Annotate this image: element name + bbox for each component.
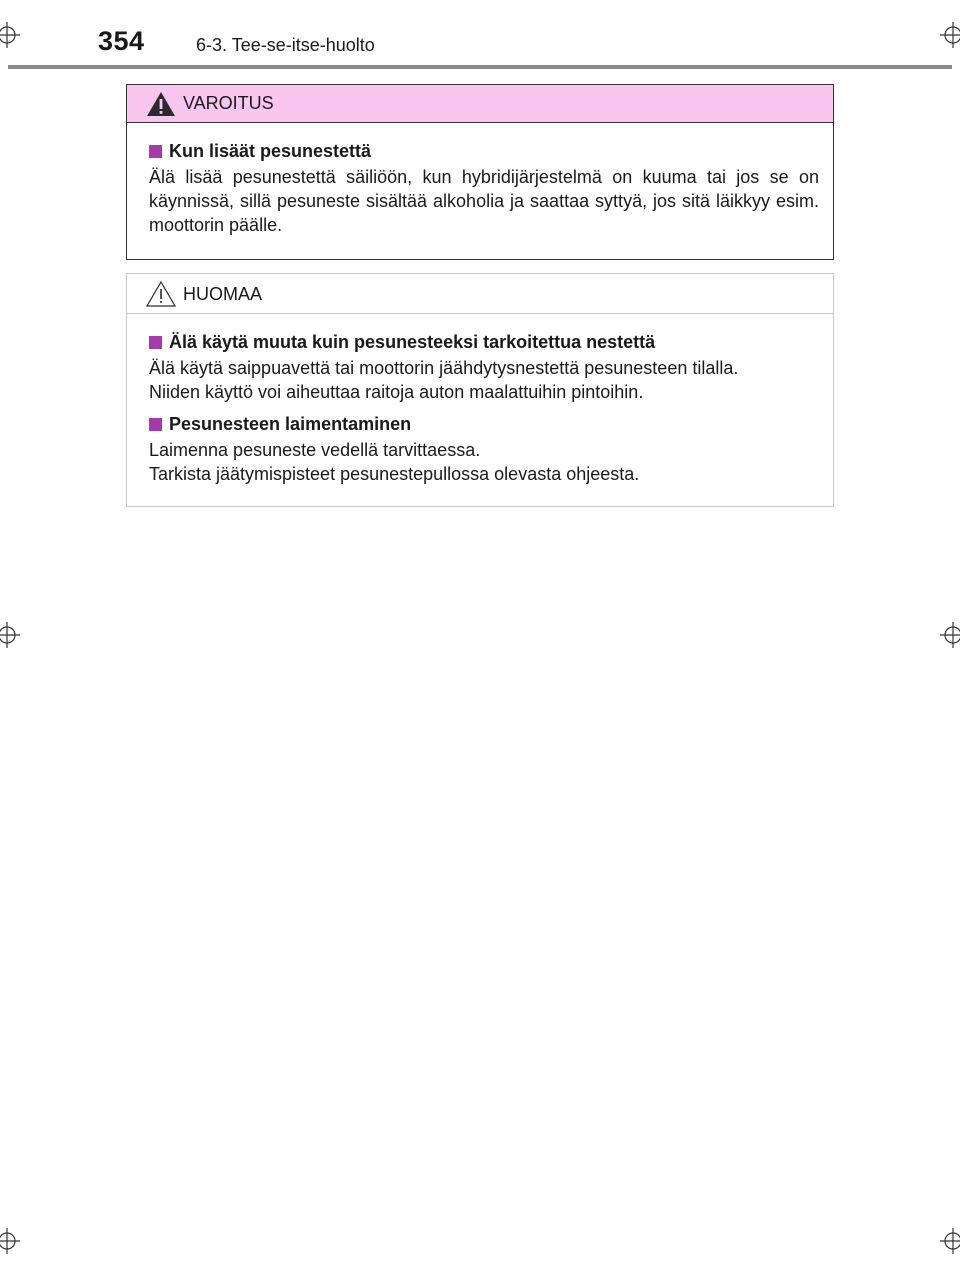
section-title: 6-3. Tee-se-itse-huolto [196,35,375,55]
warning-item [127,123,833,237]
warning-box [126,84,834,260]
registration-mark-icon [0,22,20,48]
warning-item-heading: Kun lisäät pesunestettä [127,139,819,163]
notice-box-header [127,274,833,314]
square-bullet-icon [149,145,162,158]
notice-box [126,273,834,507]
header-divider [8,65,952,69]
registration-mark-icon [940,22,960,48]
registration-mark-icon [940,622,960,648]
notice-item-heading: Älä käytä muuta kuin pesunesteeksi tarkoitettua nestettä [127,330,819,354]
notice-item-text: Laimenna pesuneste vedellä tarvittaessa. Tarkista jäätymispisteet pesunestepullossa olevasta ohjeesta. [149,440,640,484]
notice-item-text: Älä käytä saippuavettä tai moottorin jäähdytysnestettä pesunesteen tilalla. Niiden käyttö voi aiheuttaa raitoja auton maalattuihin pintoihin. [149,358,739,402]
notice-item [127,404,833,486]
notice-item [127,314,833,404]
registration-mark-icon [940,1228,960,1254]
warning-item-text: Älä lisää pesunestettä säiliöön, kun hybridijärjestelmä on kuuma tai jos se on käynnissä, sillä pesuneste sisältää alkoholia ja saattaa syttyä, jos sitä läikkyy esim. moottorin päälle. [149,167,819,235]
warning-triangle-outline-icon [146,280,176,313]
page-number: 354 [98,26,145,56]
warning-triangle-filled-icon [146,91,176,122]
square-bullet-icon [149,336,162,349]
registration-mark-icon [0,622,20,648]
registration-mark-icon [0,1228,20,1254]
warning-box-header [127,85,833,123]
notice-item-heading: Pesunesteen laimentaminen [127,412,819,436]
notice-box-title: HUOMAA [183,284,263,304]
warning-box-title: VAROITUS [183,93,274,113]
square-bullet-icon [149,418,162,431]
